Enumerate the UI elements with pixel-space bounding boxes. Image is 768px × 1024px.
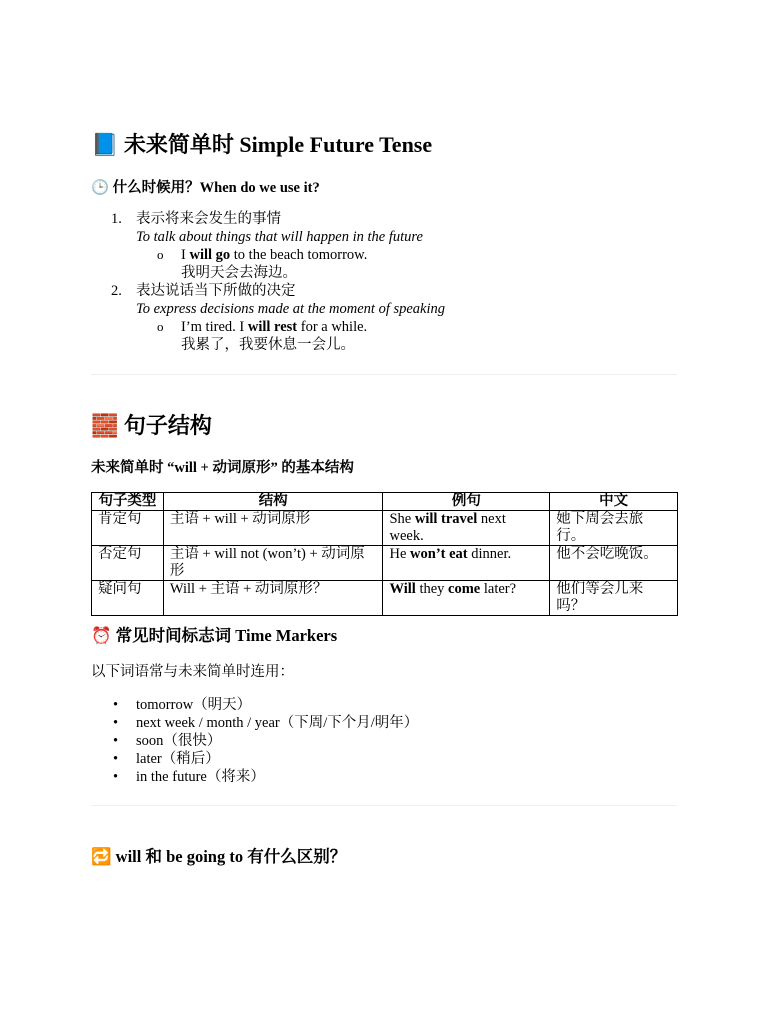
table-cell-type: 疑问句 bbox=[92, 581, 164, 616]
table-header: 例句 bbox=[383, 493, 550, 511]
list-item: • next week / month / year（下周/下个月/明年） bbox=[113, 715, 419, 731]
time-markers-list bbox=[91, 696, 677, 786]
list-number: 1. bbox=[111, 211, 122, 227]
table-row bbox=[92, 546, 678, 581]
circle-bullet-icon: o bbox=[157, 319, 164, 334]
page-title: 📘 未来简单时 Simple Future Tense bbox=[91, 132, 433, 157]
example-item bbox=[91, 318, 677, 354]
table-cell-zh: 她下周会去旅行。 bbox=[550, 511, 678, 546]
table-cell-example: She will travel next week. bbox=[383, 511, 550, 546]
usage-zh: 表示将来会发生的事情 bbox=[136, 211, 281, 227]
time-markers-intro: 以下词语常与未来简单时连用： bbox=[91, 664, 294, 680]
usage-en: To talk about things that will happen in the future bbox=[136, 229, 423, 245]
divider bbox=[91, 374, 677, 375]
usage-item bbox=[91, 282, 677, 354]
usage-en: To express decisions made at the moment of speaking bbox=[136, 301, 446, 317]
usage-heading: 🕒 什么时候用？When do we use it? bbox=[91, 180, 320, 196]
table-cell-example: He won’t eat dinner. bbox=[383, 546, 550, 581]
table-header: 中文 bbox=[550, 493, 678, 511]
time-markers-heading: ⏰ 常见时间标志词 Time Markers bbox=[91, 626, 338, 645]
list-item: • soon（很快） bbox=[113, 733, 222, 749]
list-item: • tomorrow（明天） bbox=[113, 697, 252, 713]
table-header: 结构 bbox=[163, 493, 383, 511]
table-cell-zh: 他们等会儿来吗？ bbox=[550, 581, 678, 616]
bullet-icon: • bbox=[113, 733, 119, 749]
bullet-icon: • bbox=[113, 697, 119, 713]
table-cell-type: 否定句 bbox=[92, 546, 164, 581]
table-cell-type: 肯定句 bbox=[92, 511, 164, 546]
table-cell-structure: 主语 + will + 动词原形 bbox=[163, 511, 383, 546]
example-en: I will go to the beach tomorrow. bbox=[181, 247, 368, 263]
table-header-row bbox=[92, 493, 678, 511]
bullet-icon: • bbox=[113, 751, 119, 767]
table-header: 句子类型 bbox=[92, 493, 164, 511]
usage-item bbox=[91, 210, 677, 282]
table-cell-structure: 主语 + will not (won’t) + 动词原形 bbox=[163, 546, 383, 581]
divider bbox=[91, 805, 677, 806]
usage-list bbox=[91, 210, 677, 354]
bullet-icon: • bbox=[113, 715, 119, 731]
table-cell-zh: 他不会吃晚饭。 bbox=[550, 546, 678, 581]
structure-intro: 未来简单时 “will + 动词原形” 的基本结构 bbox=[91, 460, 354, 476]
structure-table bbox=[91, 492, 678, 616]
list-number: 2. bbox=[111, 283, 122, 299]
table-cell-structure: Will + 主语 + 动词原形？ bbox=[163, 581, 383, 616]
example-zh: 我累了，我要休息一会儿。 bbox=[181, 337, 355, 353]
example-en: I’m tired. I will rest for a while. bbox=[181, 319, 368, 335]
table-row bbox=[92, 581, 678, 616]
compare-heading: 🔁 will 和 be going to 有什么区别？ bbox=[91, 847, 347, 866]
usage-zh: 表达说话当下所做的决定 bbox=[136, 283, 296, 299]
list-item: • in the future（将来） bbox=[113, 769, 265, 785]
example-item bbox=[91, 246, 677, 282]
list-item: • later（稍后） bbox=[113, 751, 220, 767]
example-zh: 我明天会去海边。 bbox=[181, 265, 297, 281]
bullet-icon: • bbox=[113, 769, 119, 785]
structure-heading: 🧱 句子结构 bbox=[91, 413, 212, 438]
circle-bullet-icon: o bbox=[157, 247, 164, 262]
table-row bbox=[92, 511, 678, 546]
table-cell-example: Will they come later? bbox=[383, 581, 550, 616]
